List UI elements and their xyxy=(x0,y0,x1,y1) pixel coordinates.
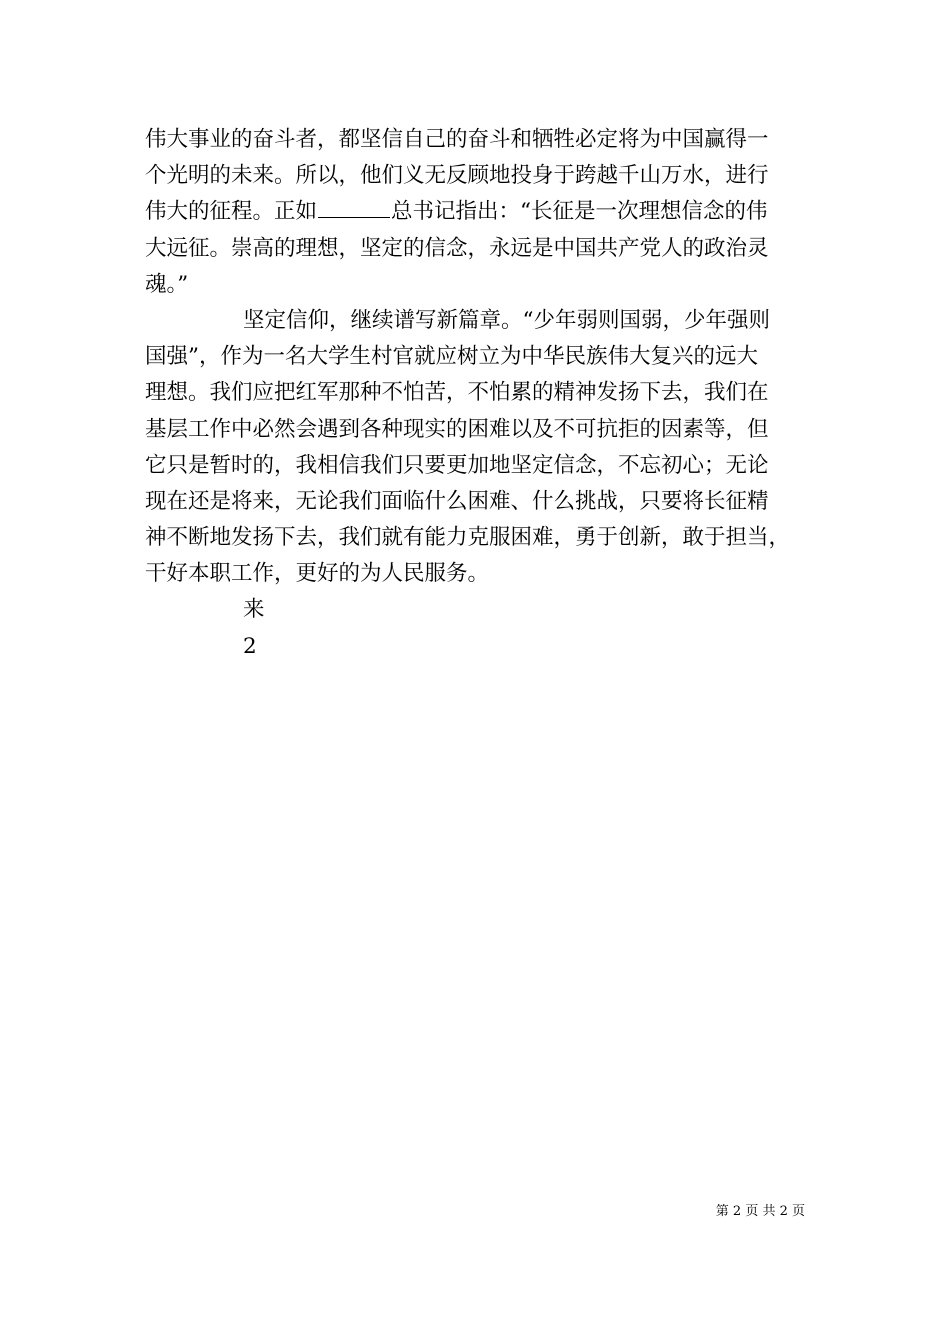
text-line: 它只是暂时的，我相信我们只要更加地坚定信念，不忘初心；无论 xyxy=(145,452,769,478)
text-line: 神不断地发扬下去，我们就有能力克服困难，勇于创新，敢于担当， xyxy=(145,525,791,551)
page-footer: 第 2 页 共 2 页 xyxy=(715,1204,805,1219)
text-line: 理想。我们应把红军那种不怕苦，不怕累的精神发扬下去，我们在 xyxy=(145,380,769,406)
text-line: 国强”，作为一名大学生村官就应树立为中华民族伟大复兴的远大 xyxy=(145,344,758,370)
trailing-line: 来 xyxy=(243,597,265,623)
text-segment: 总书记指出：“长征是一次理想信念的伟 xyxy=(391,199,768,225)
text-line: 个光明的未来。所以，他们义无反顾地投身于跨越千山万水，进行 xyxy=(145,163,769,189)
text-line: 伟大事业的奋斗者，都坚信自己的奋斗和牺牲必定将为中国赢得一 xyxy=(145,127,769,152)
text-line: 坚定信仰，继续谱写新篇章。“少年弱则国弱，少年强则 xyxy=(243,307,770,333)
text-line: 现在还是将来，无论我们面临什么困难、什么挑战，只要将长征精 xyxy=(145,488,769,514)
text-line: 基层工作中必然会遇到各种现实的困难以及不可抗拒的因素等，但 xyxy=(145,416,769,442)
blank-underline xyxy=(318,197,390,218)
text-segment: 伟大的征程。正如 xyxy=(145,199,318,225)
text-line: 大远征。崇高的理想，坚定的信念，永远是中国共产党人的政治灵 xyxy=(145,235,769,261)
text-line: 魂。” xyxy=(145,271,189,297)
document-body xyxy=(145,122,810,665)
text-line: 干好本职工作，更好的为人民服务。 xyxy=(145,561,490,587)
trailing-line: 2 xyxy=(243,633,257,659)
text-line xyxy=(145,194,810,230)
